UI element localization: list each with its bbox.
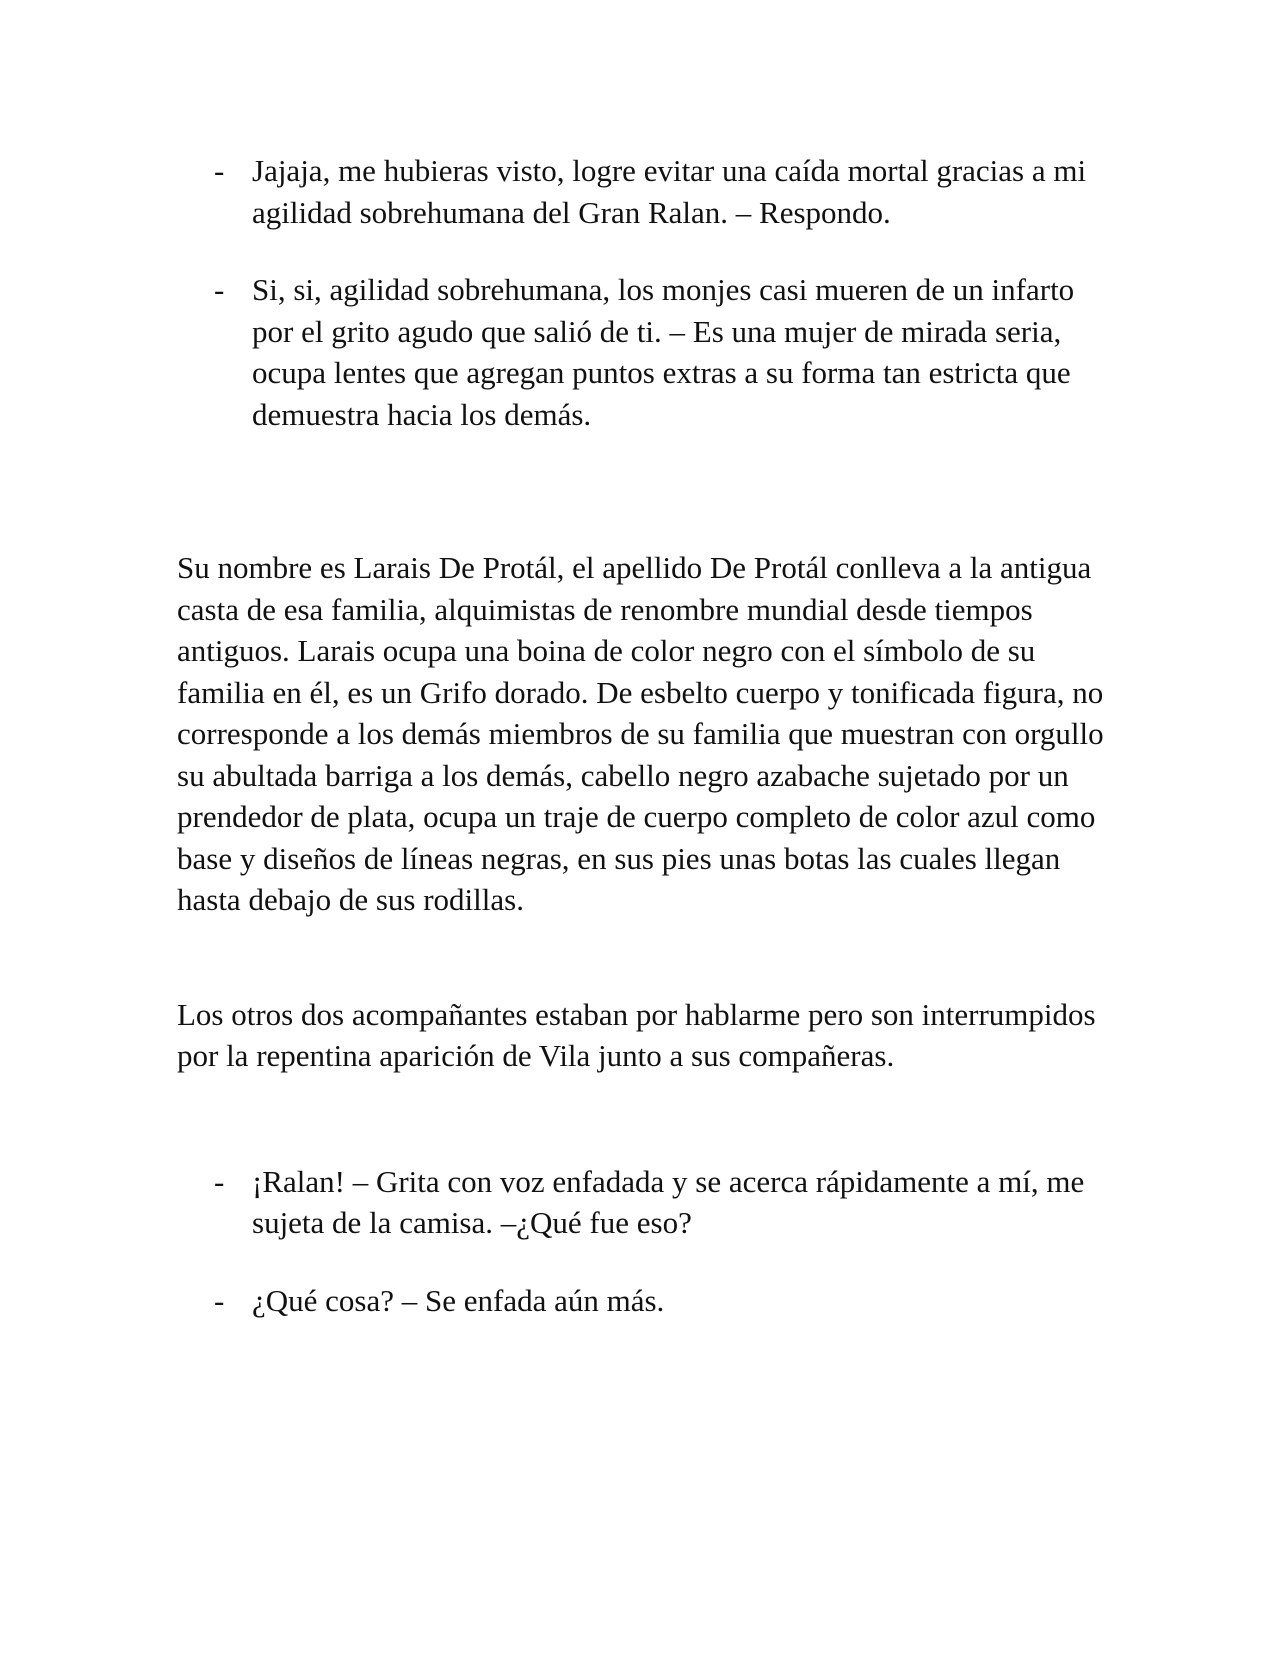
dialogue-line [177,269,1117,435]
dialogue-text: Si, si, agilidad sobrehumana, los monjes casi mueren de un infarto por el grito agudo que salió de ti. – Es una mujer de mirada seria, ocupa lentes que agregan puntos extras a su forma tan estricta que demuestra hacia los demás. [252,272,1075,432]
dialogue-line [177,1161,1117,1244]
dialogue-line [177,150,1117,233]
dialogue-text: ¿Qué cosa? – Se enfada aún más. [252,1282,665,1318]
narrative-paragraph: Los otros dos acompañantes estaban por hablarme pero son interrumpidos por la repentina aparición de Vila junto a sus compañeras. [177,996,1096,1073]
dialogue-dash: - [214,153,225,188]
dialogue-text: Jajaja, me hubieras visto, logre evitar una caída mortal gracias a mi agilidad sobrehumana del Gran Ralan. – Respondo. [252,153,1087,230]
dialogue-dash: - [214,1282,225,1318]
dialogue-dash: - [214,1163,225,1199]
dialogue-text: ¡Ralan! – Grita con voz enfadada y se acerca rápidamente a mí, me sujeta de la camisa. –¿Qué fue eso? [252,1163,1085,1240]
narrative-paragraph: Su nombre es Larais De Protál, el apellido De Protál conlleva a la antigua casta de esa familia, alquimistas de renombre mundial desde tiempos antiguos. Larais ocupa una boina de color negro con el símbolo de su familia en él, es un Grifo dorado. De esbelto cuerpo y tonificada figura, no corresponde a los demás miembros de su familia que muestran con orgullo su abultada barriga a los demás, cabello negro azabache sujetado por un prendedor de plata, ocupa un traje de cuerpo completo de color azul como base y diseños de líneas negras, en sus pies unas botas las cuales llegan hasta debajo de sus rodillas. [177,550,1104,917]
dialogue-line [177,1280,1117,1322]
document-body [177,150,1117,1321]
dialogue-dash: - [214,272,225,307]
